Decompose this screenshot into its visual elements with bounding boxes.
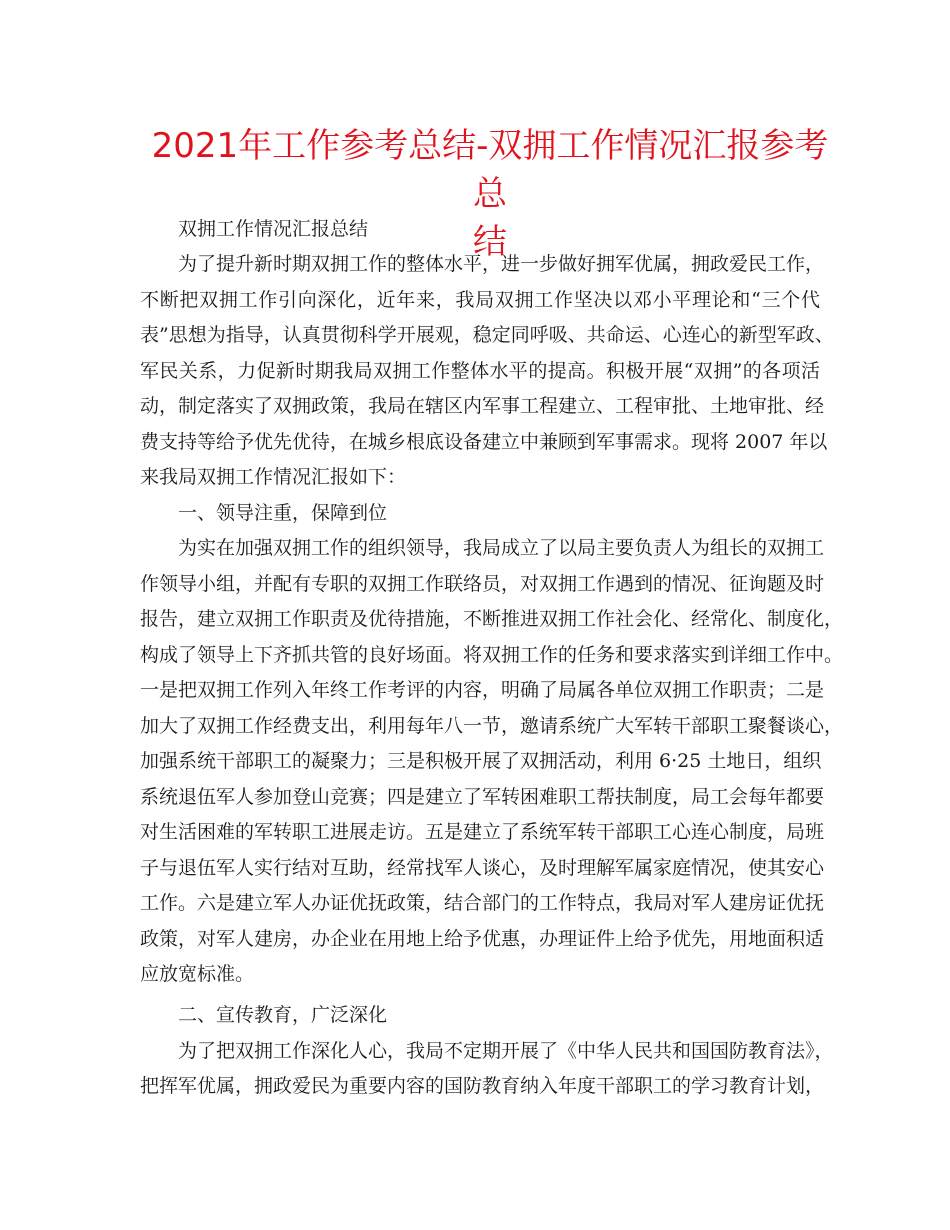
body-line: 为了提升新时期双拥工作的整体水平，进一步做好拥军优属，拥政爱民工作，: [178, 253, 825, 275]
body-line: 为了把双拥工作深化人心，我局不定期开展了《中华人民共和国国防教育法》，: [178, 1040, 834, 1062]
body-line: 费支持等给予优先优待，在城乡根底设备建立中兼顾到军事需求。现将 2007 年以: [140, 431, 828, 453]
body-line: 子与退伍军人实行结对互助，经常找军人谈心，及时理解军属家庭情况，使其安心: [140, 857, 825, 879]
body-line: 加强系统干部职工的凝聚力；三是积极开展了双拥活动，利用 6·25 土地日，组织: [140, 750, 822, 772]
body-line: 把挥军优属，拥政爱民为重要内容的国防教育纳入年度干部职工的学习教育计划，: [140, 1075, 825, 1097]
body-line: 作领导小组，并配有专职的双拥工作联络员，对双拥工作遇到的情况、征询题及时: [140, 573, 825, 595]
body-line: 应放宽标准。: [140, 963, 255, 985]
section-heading: 一、领导注重，保障到位: [178, 502, 388, 524]
body-line: 为实在加强双拥工作的组织领导，我局成立了以局主要负责人为组长的双拥工: [178, 537, 825, 559]
body-line: 报告，建立双拥工作职责及优待措施，不断推进双拥工作社会化、经常化、制度化，: [140, 608, 844, 630]
body-line: 系统退伍军人参加登山竞赛；四是建立了军转困难职工帮扶制度，局工会每年都要: [140, 786, 825, 808]
section-heading: 二、宣传教育，广泛深化: [178, 1004, 388, 1026]
body-line: 对生活困难的军转职工进展走访。五是建立了系统军转干部职工心连心制度，局班: [140, 821, 825, 843]
body-line: 加大了双拥工作经费支出，利用每年八一节，邀请系统广大军转干部职工聚餐谈心，: [140, 715, 844, 737]
document-title: [140, 122, 840, 266]
body-line: 工作。六是建立军人办证优抚政策，结合部门的工作特点，我局对军人建房证优抚: [140, 892, 825, 914]
body-line: 不断把双拥工作引向深化，近年来，我局双拥工作坚决以邓小平理论和“三个代: [140, 289, 820, 311]
title-line-2: 结: [473, 222, 507, 262]
body-line: 政策，对军人建房，办企业在用地上给予优惠，办理证件上给予优先，用地面积适: [140, 928, 825, 950]
body-line: 军民关系，力促新时期我局双拥工作整体水平的提高。积极开展“双拥”的各项活: [140, 360, 820, 382]
body-line: 动，制定落实了双拥政策，我局在辖区内军事工程建立、工程审批、土地审批、经: [140, 395, 825, 417]
title-line-1: 2021年工作参考总结-双拥工作情况汇报参考总: [151, 126, 829, 214]
body-line: 来我局双拥工作情况汇报如下：: [140, 466, 407, 488]
body-line: 表”思想为指导，认真贯彻科学开展观，稳定同呼吸、共命运、心连心的新型军政、: [140, 324, 834, 346]
subtitle: 双拥工作情况汇报总结: [178, 218, 369, 240]
body-line: 一是把双拥工作列入年终工作考评的内容，明确了局属各单位双拥工作职责；二是: [140, 679, 825, 701]
body-line: 构成了领导上下齐抓共管的良好场面。将双拥工作的任务和要求落实到详细工作中。: [140, 644, 844, 666]
